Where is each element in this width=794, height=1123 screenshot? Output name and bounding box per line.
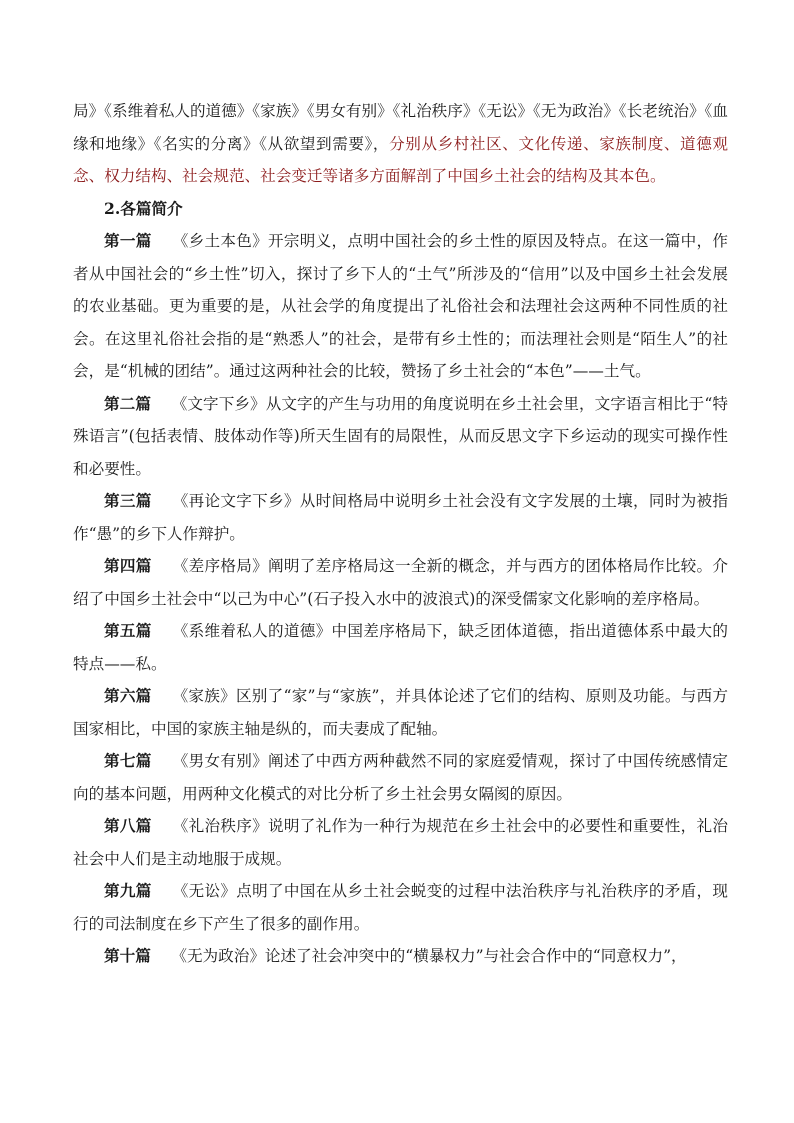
- section-title: 2.各篇简介: [104, 198, 183, 218]
- chapter-label: 第十篇: [104, 946, 151, 965]
- chapter-text: 《系维着私人的道德》中国差序格局下，缺乏团体道德，指出道德体系中最大的特点——私。: [73, 622, 728, 673]
- intro-book-list: 局》《系维着私人的道德》《家族》《男女有别》《礼治秩序》《无讼》《无为政治》《长老统治》《血缘和地缘》《名实的分离》《从欲望到需要》，: [73, 102, 728, 153]
- chapter-paragraph: [73, 875, 728, 940]
- chapter-text: 《差序格局》阐明了差序格局这一全新的概念，并与西方的团体格局作比较。介绍了中国乡土社会中“以己为中心”(石子投入水中的波浪式)的深受儒家文化影响的差序格局。: [73, 557, 728, 608]
- chapter-paragraph: [73, 550, 728, 615]
- chapter-paragraph: [73, 940, 728, 973]
- chapter-paragraph: [73, 388, 728, 486]
- chapter-paragraph: [73, 680, 728, 745]
- chapter-paragraph: [73, 485, 728, 550]
- chapter-label: 第一篇: [104, 231, 152, 250]
- chapter-text: 《无讼》点明了中国在从乡土社会蜕变的过程中法治秩序与礼治秩序的矛盾，现行的司法制度在乡下产生了很多的副作用。: [73, 882, 728, 933]
- chapter-label: 第四篇: [104, 556, 152, 575]
- chapter-label: 第八篇: [104, 816, 152, 835]
- chapter-paragraph: [73, 745, 728, 810]
- chapter-label: 第六篇: [104, 686, 152, 705]
- chapter-paragraph: [73, 615, 728, 680]
- chapter-text: 《礼治秩序》说明了礼作为一种行为规范在乡土社会中的必要性和重要性，礼治社会中人们是主动地服于成规。: [73, 817, 728, 868]
- intro-summary: 分别从乡村社区、文化传递、家族制度、道德观念、权力结构、社会规范、社会变迁等诸多方面解剖了中国乡土社会的结构及其本色。: [73, 134, 728, 185]
- chapter-text: 《乡土本色》开宗明义，点明中国社会的乡土性的原因及特点。在这一篇中，作者从中国社会的“乡土性”切入，探讨了乡下人的“土气”所涉及的“信用”以及中国乡土社会发展的农业基础。更为重要的是，从社会学的角度提出了礼俗社会和法理社会这两种不同性质的社会。在这里礼俗社会指的是“熟悉人”的社会，是带有乡土性的；而法理社会则是“陌生人”的社会，是“机械的团结”。通过这两种社会的比较，赞扬了乡土社会的“本色”——土气。: [73, 232, 728, 380]
- chapter-label: 第五篇: [104, 621, 152, 640]
- chapter-label: 第九篇: [104, 881, 152, 900]
- document-body: [73, 95, 728, 973]
- intro-paragraph: [73, 95, 728, 193]
- chapter-text: 《再论文字下乡》从时间格局中说明乡土社会没有文字发展的土壤，同时为被指作“愚”的乡下人作辩护。: [73, 492, 728, 543]
- chapter-text: 《文字下乡》从文字的产生与功用的角度说明在乡土社会里，文字语言相比于“特殊语言”(包括表情、肢体动作等)所天生固有的局限性，从而反思文字下乡运动的现实可操作性和必要性。: [73, 394, 728, 478]
- chapter-text: 《无为政治》论述了社会冲突中的“横暴权力”与社会合作中的“同意权力”，: [171, 947, 687, 965]
- chapter-paragraph: [73, 225, 728, 388]
- chapter-text: 《男女有别》阐述了中西方两种截然不同的家庭爱情观，探讨了中国传统感情定向的基本问题，用两种文化模式的对比分析了乡土社会男女隔阂的原因。: [73, 752, 728, 803]
- chapter-paragraph: [73, 810, 728, 875]
- chapter-label: 第七篇: [104, 751, 152, 770]
- chapter-label: 第二篇: [104, 393, 151, 413]
- chapter-label: 第三篇: [104, 491, 152, 510]
- chapter-text: 《家族》区别了“家”与“家族”，并具体论述了它们的结构、原则及功能。与西方国家相比，中国的家族主轴是纵的，而夫妻成了配轴。: [73, 687, 728, 738]
